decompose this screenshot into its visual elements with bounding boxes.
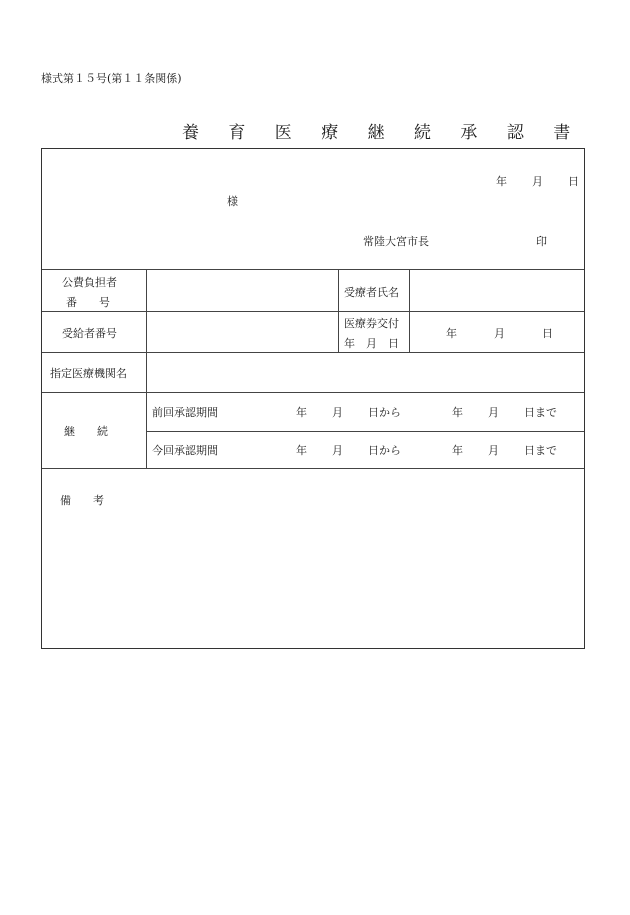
current-from-day: 日から [368,444,401,457]
column-divider [409,269,410,352]
payer-number-label-line1: 公費負担者 [62,276,117,289]
current-from-month: 月 [332,444,343,457]
previous-to-month: 月 [488,406,499,419]
column-divider [146,269,147,468]
previous-to-day: 日まで [524,406,557,419]
institution-label: 指定医療機関名 [50,367,127,380]
ticket-issue-label-line1: 医療券交付 [344,317,399,330]
previous-to-year: 年 [452,406,463,419]
row-divider [42,269,584,270]
row-divider [42,468,584,469]
continuation-label: 継 続 [64,425,108,438]
current-from-year: 年 [296,444,307,457]
current-to-month: 月 [488,444,499,457]
previous-period-label: 前回承認期間 [152,406,218,419]
approval-form [41,148,585,649]
ticket-issue-day: 日 [542,327,553,340]
seal-mark: 印 [536,235,547,248]
previous-from-day: 日から [368,406,401,419]
row-divider [42,352,584,353]
remarks-label: 備 考 [60,494,104,507]
column-divider [338,269,339,352]
ticket-issue-year: 年 [446,327,457,340]
addressee-suffix: 様 [227,195,238,208]
date-day-label: 日 [568,175,579,188]
ticket-issue-label-line2: 年 月 日 [344,337,399,350]
page-title: 養 育 医 療 継 続 承 認 書 [182,123,583,143]
patient-name-label: 受療者氏名 [344,286,399,299]
previous-from-month: 月 [332,406,343,419]
date-month-label: 月 [532,175,543,188]
ticket-issue-month: 月 [494,327,505,340]
row-divider [146,431,584,432]
row-divider [42,392,584,393]
payer-number-label-line2: 番 号 [66,296,110,309]
current-period-label: 今回承認期間 [152,444,218,457]
issuer-name: 常陸大宮市長 [363,235,429,248]
date-year-label: 年 [496,175,507,188]
row-divider [42,311,584,312]
previous-from-year: 年 [296,406,307,419]
current-to-year: 年 [452,444,463,457]
recipient-number-label: 受給者番号 [62,327,117,340]
current-to-day: 日まで [524,444,557,457]
form-number: 様式第１５号(第１１条関係) [41,72,182,85]
